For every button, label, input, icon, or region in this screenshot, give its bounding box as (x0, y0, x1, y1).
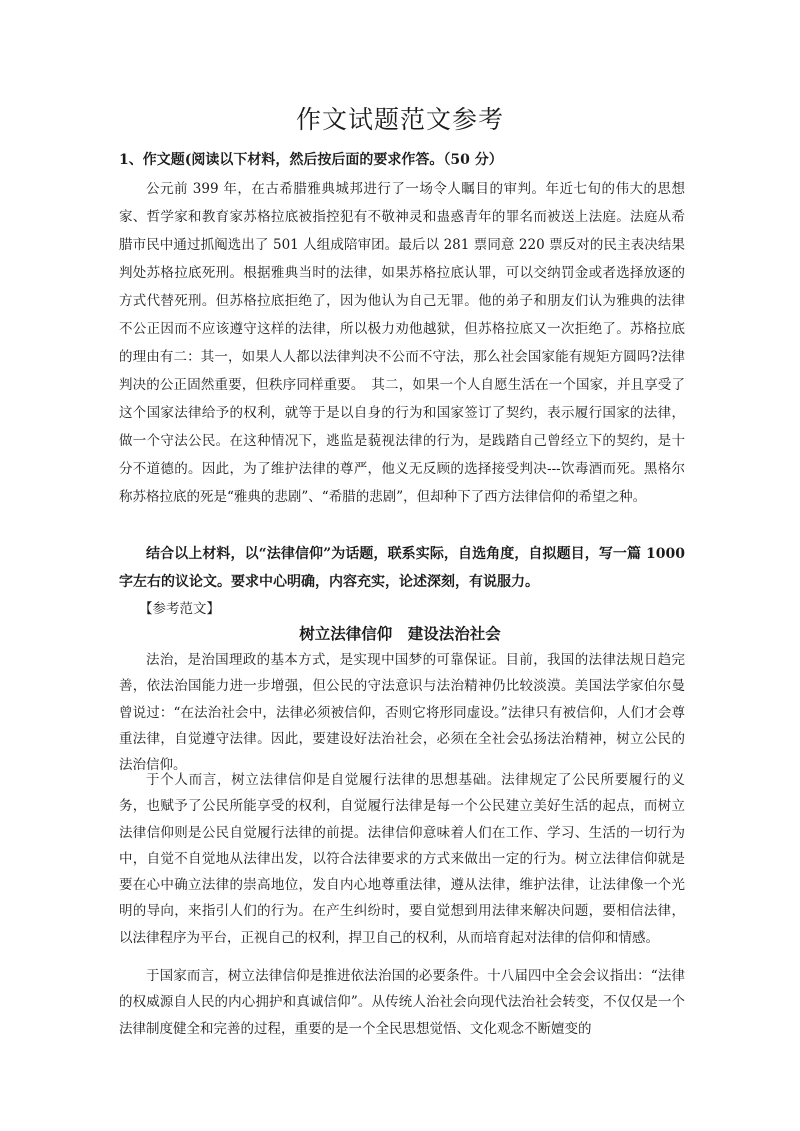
document-title: 作文试题范文参考 (295, 105, 504, 134)
essay-paragraph-2: 于个人而言，树立法律信仰是自觉履行法律的思想基础。法律规定了公民所要履行的义务，也赋予了公民所能享受的权利，自觉履行法律是每一个公民建立美好生活的起点，而树立法律信仰则是公民自觉履行法律的前提。法律信仰意味着人们在工作、学习、生活的一切行为中，自觉不自觉地从法律出发，以符合法律要求的方式来做出一定的行为。树立法律信仰就是要在心中确立法律的崇高地位，发自内心地尊重法律，遵从法律，维护法律，让法律像一个光明的导向，来指引人们的行为。在产生纠纷时，要自觉想到用法律来解决问题，要相信法律，以法律程序为平台，正视自己的权利，捍卫自己的权利，从而培育起对法律的信仰和情感。 (119, 772, 685, 946)
reference-essay-label: 【参考范文】 (139, 601, 220, 617)
material-paragraph: 公元前 399 年，在古希腊雅典城邦进行了一场令人瞩目的审判。年近七旬的伟大的思想家、哲学家和教育家苏格拉底被指控犯有不敬神灵和蛊惑青年的罪名而被送上法庭。法庭从希腊市民中通过抓阄选出了 501 人组成陪审团。最后以 281 票同意 220 票反对的民主表决结果判处苏格拉底死刑。根据雅典当时的法律，如果苏格拉底认罪，可以交纳罚金或者选择放逐的方式代替死刑。但苏格拉底拒绝了，因为他认为自己无罪。他的弟子和朋友们认为雅典的法律不公正因而不应该遵守这样的法律，所以极力劝他越狱，但苏格拉底又一次拒绝了。苏格拉底的理由有二：其一，如果人人都以法律判决不公而不守法，那么社会国家能有规矩方圆吗?法律判决的公正固然重要，但秩序同样重要。 其二，如果一个人自愿生活在一个国家，并且享受了这个国家法律给予的权利，就等于是以自身的行为和国家签订了契约，表示履行国家的法律，做一个守法公民。在这种情况下，逃监是藐视法律的行为，是践踏自己曾经立下的契约，是十分不道德的。因此，为了维护法律的尊严，他义无反顾的选择接受判决---饮毒酒而死。黑格尔称苏格拉底的死是“雅典的悲剧”、“希腊的悲剧”，但却种下了西方法律信仰的希望之种。 (119, 181, 685, 505)
essay-title: 树立法律信仰 建设法治社会 (299, 624, 501, 643)
writing-requirement: 结合以上材料，以“法律信仰”为话题，联系实际，自选角度，自拟题目，写一篇 1000 字左右的议论文。要求中心明确，内容充实，论述深刻，有说服力。 (119, 546, 685, 590)
essay-paragraph-3: 于国家而言，树立法律信仰是推进依法治国的必要条件。十八届四中全会会议指出：“法律的权威源自人民的内心拥护和真诚信仰”。从传统人治社会向现代法治社会转变，不仅仅是一个法律制度健全和完善的过程，重要的是一个全民思想觉悟、文化观念不断嬗变的 (119, 968, 685, 1037)
question-heading: 1、作文题(阅读以下材料，然后按后面的要求作答。（50 分） (119, 152, 503, 168)
essay-paragraph-1: 法治，是治国理政的基本方式，是实现中国梦的可靠保证。目前，我国的法律法规日趋完善，依法治国能力进一步增强，但公民的守法意识与法治精神仍比较淡漠。美国法学家伯尔曼曾说过：“在法治社会中，法律必须被信仰，否则它将形同虚设。”法律只有被信仰，人们才会尊重法律，自觉遵守法律。因此，要建设好法治社会，必须在全社会弘扬法治精神，树立公民的法治信仰。 (119, 652, 685, 774)
